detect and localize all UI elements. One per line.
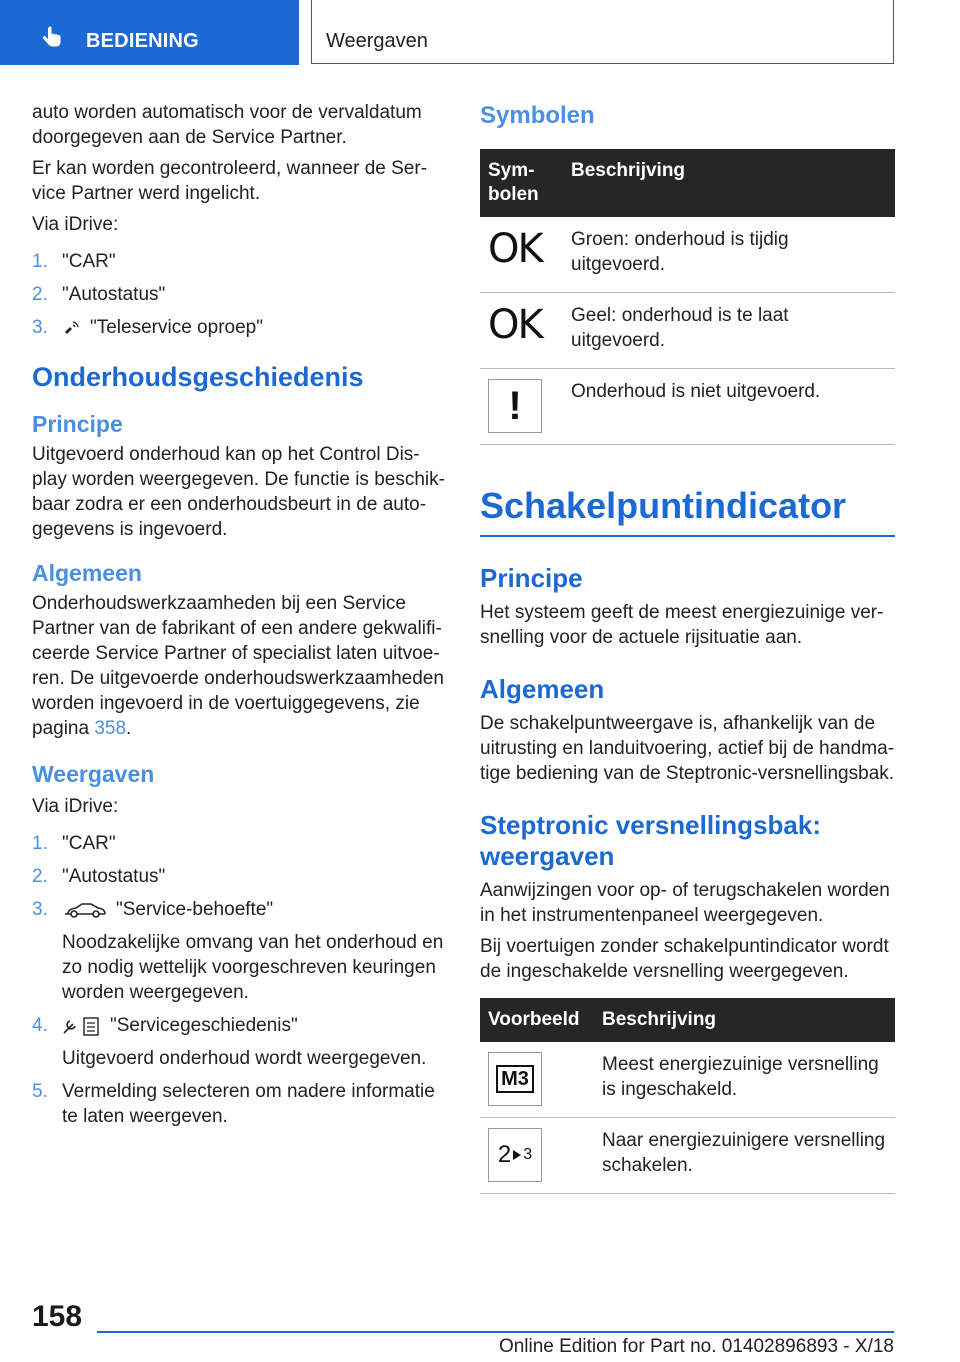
heading-schakelpuntindicator: Schakelpuntindicator bbox=[480, 485, 847, 526]
description-cell: Meest energiezuinige versnelling is ingeschakeld. bbox=[594, 1042, 895, 1118]
exclamation-symbol: ! bbox=[508, 384, 522, 428]
description-cell: Groen: onderhoud is tijdig uitgevoerd. bbox=[563, 217, 895, 293]
current-gear: 2 bbox=[497, 1141, 512, 1168]
target-gear: 3 bbox=[523, 1146, 533, 1163]
heading-steptronic: Steptronic versnellingsbak: weergaven bbox=[480, 809, 821, 871]
service-history-icon bbox=[62, 1015, 102, 1037]
chapter-label: BEDIENING bbox=[86, 30, 199, 52]
step-number: 1. bbox=[32, 833, 48, 854]
ok-symbol: OK bbox=[488, 226, 542, 272]
paragraph: Bij voertuigen zonder schakelpuntindicator wordt de ingeschakelde versnelling weergegeven. bbox=[480, 935, 889, 982]
edition-note: Online Edition for Part no. 01402896893 - X/18 bbox=[498, 1336, 894, 1357]
page-number: 158 bbox=[32, 1300, 83, 1333]
table-header: Voorbeeld bbox=[480, 998, 594, 1042]
step-text: Vermelding selecteren om nadere informatie te laten weergeven. bbox=[62, 1081, 435, 1127]
paragraph: Aanwijzingen voor op- of terugschakelen worden in het instrumentenpaneel weergegeven. bbox=[480, 879, 890, 926]
symbol-cell bbox=[480, 369, 563, 445]
list-item bbox=[32, 282, 447, 307]
symbol-cell bbox=[480, 293, 563, 369]
section-label: Weergaven bbox=[326, 30, 428, 52]
table-row bbox=[480, 1042, 895, 1118]
paragraph: Het systeem geeft de meest energiezuinige versnelling voor de actuele rijsituatie aan. bbox=[480, 601, 884, 648]
description-cell: Naar energiezuinigere versnelling schakelen. bbox=[594, 1117, 895, 1193]
heading-algemeen: Algemeen bbox=[32, 560, 142, 586]
display-steps-list bbox=[32, 831, 447, 1129]
idrive-steps-list bbox=[32, 249, 447, 340]
paragraph: auto worden automatisch voor de vervaldatum doorgegeven aan de Service Partner. bbox=[32, 102, 422, 148]
page-link[interactable]: 358 bbox=[94, 718, 127, 739]
left-column bbox=[32, 100, 447, 1137]
symbols-table bbox=[480, 149, 895, 445]
hand-pointer-icon bbox=[40, 26, 64, 50]
table-header: Beschrijving bbox=[594, 998, 895, 1042]
step-text: "Autostatus" bbox=[62, 284, 166, 305]
table-row bbox=[480, 217, 895, 293]
paragraph: Uitgevoerd onderhoud kan op het Control Display worden weergegeven. De functie is beschikbaar zodra er een onderhoudsbeurt in de autogegevens is ingevoerd. bbox=[32, 444, 445, 540]
table-row bbox=[480, 293, 895, 369]
paragraph-text: Onderhoudswerkzaamheden bij een Service Partner van de fabrikant of een andere gekwalificeerde Service Partner of specialist laten uitvoeren. De uitgevoerde onderhoudswerkzaamheden worden ingevoerd in de voertuiggegevens, zie pagina bbox=[32, 593, 444, 739]
gear-m3-label: M3 bbox=[496, 1065, 534, 1093]
table-row bbox=[480, 369, 895, 445]
chapter-tab[interactable] bbox=[0, 0, 299, 65]
shift-arrow-icon bbox=[513, 1150, 521, 1160]
paragraph-end: . bbox=[126, 718, 132, 739]
step-subtext: Uitgevoerd onderhoud wordt weergegeven. bbox=[62, 1048, 427, 1069]
list-item bbox=[32, 831, 447, 856]
step-text: "Teleservice oproep" bbox=[90, 317, 263, 338]
step-text: "Autostatus" bbox=[62, 866, 166, 887]
description-cell: Geel: onderhoud is te laat uitgevoerd. bbox=[563, 293, 895, 369]
heading-principe: Principe bbox=[32, 411, 123, 437]
list-item bbox=[32, 1013, 447, 1071]
table-header: Beschrijving bbox=[563, 149, 895, 217]
right-column bbox=[480, 102, 895, 1194]
table-row bbox=[480, 1117, 895, 1193]
step-text: "CAR" bbox=[62, 833, 116, 854]
list-item bbox=[32, 315, 447, 340]
step-number: 3. bbox=[32, 317, 48, 338]
symbol-cell bbox=[480, 1042, 594, 1118]
step-text: "CAR" bbox=[62, 251, 116, 272]
step-number: 3. bbox=[32, 899, 48, 920]
step-number: 1. bbox=[32, 251, 48, 272]
list-item bbox=[32, 1079, 447, 1129]
ok-symbol: OK bbox=[488, 302, 542, 348]
list-item bbox=[32, 249, 447, 274]
heading-algemeen: Algemeen bbox=[480, 673, 605, 704]
heading-weergaven: Weergaven bbox=[32, 761, 155, 787]
table-header: Symbolen bbox=[480, 149, 563, 217]
gear-upshift-display bbox=[488, 1128, 542, 1182]
description-cell: Onderhoud is niet uitgevoerd. bbox=[563, 369, 895, 445]
paragraph: De schakelpuntweergave is, afhankelijk van de uitrusting en landuitvoering, actief bij de handmatige bediening van de Steptronic-versnellingsbak. bbox=[480, 712, 895, 784]
warning-exclamation-icon bbox=[488, 379, 542, 433]
gear-examples-table bbox=[480, 998, 895, 1194]
step-text: "Servicegeschiedenis" bbox=[110, 1015, 298, 1036]
car-service-icon bbox=[62, 900, 108, 920]
heading-symbolen: Symbolen bbox=[480, 102, 595, 129]
symbol-cell bbox=[480, 217, 563, 293]
list-item bbox=[32, 897, 447, 1005]
paragraph: Via iDrive: bbox=[32, 796, 119, 817]
footer-rule bbox=[97, 1331, 894, 1333]
heading-principe: Principe bbox=[480, 562, 583, 593]
step-number: 5. bbox=[32, 1081, 48, 1102]
section-header bbox=[311, 0, 894, 64]
list-item bbox=[32, 864, 447, 889]
step-text: "Service-behoefte" bbox=[116, 899, 274, 920]
gear-m3-display bbox=[488, 1052, 542, 1106]
paragraph bbox=[32, 591, 447, 741]
step-number: 2. bbox=[32, 284, 48, 305]
heading-onderhoudsgeschiedenis: Onderhoudsgeschiedenis bbox=[32, 362, 364, 392]
paragraph: Via iDrive: bbox=[32, 214, 119, 235]
symbol-cell bbox=[480, 1117, 594, 1193]
step-subtext: Noodzakelijke omvang van het onderhoud en zo nodig wettelijk voorgeschreven keuringen worden weergegeven. bbox=[62, 932, 444, 1003]
teleservice-call-icon bbox=[62, 318, 82, 338]
step-number: 2. bbox=[32, 866, 48, 887]
step-number: 4. bbox=[32, 1015, 48, 1036]
paragraph: Er kan worden gecontroleerd, wanneer de Service Partner werd ingelicht. bbox=[32, 158, 428, 204]
